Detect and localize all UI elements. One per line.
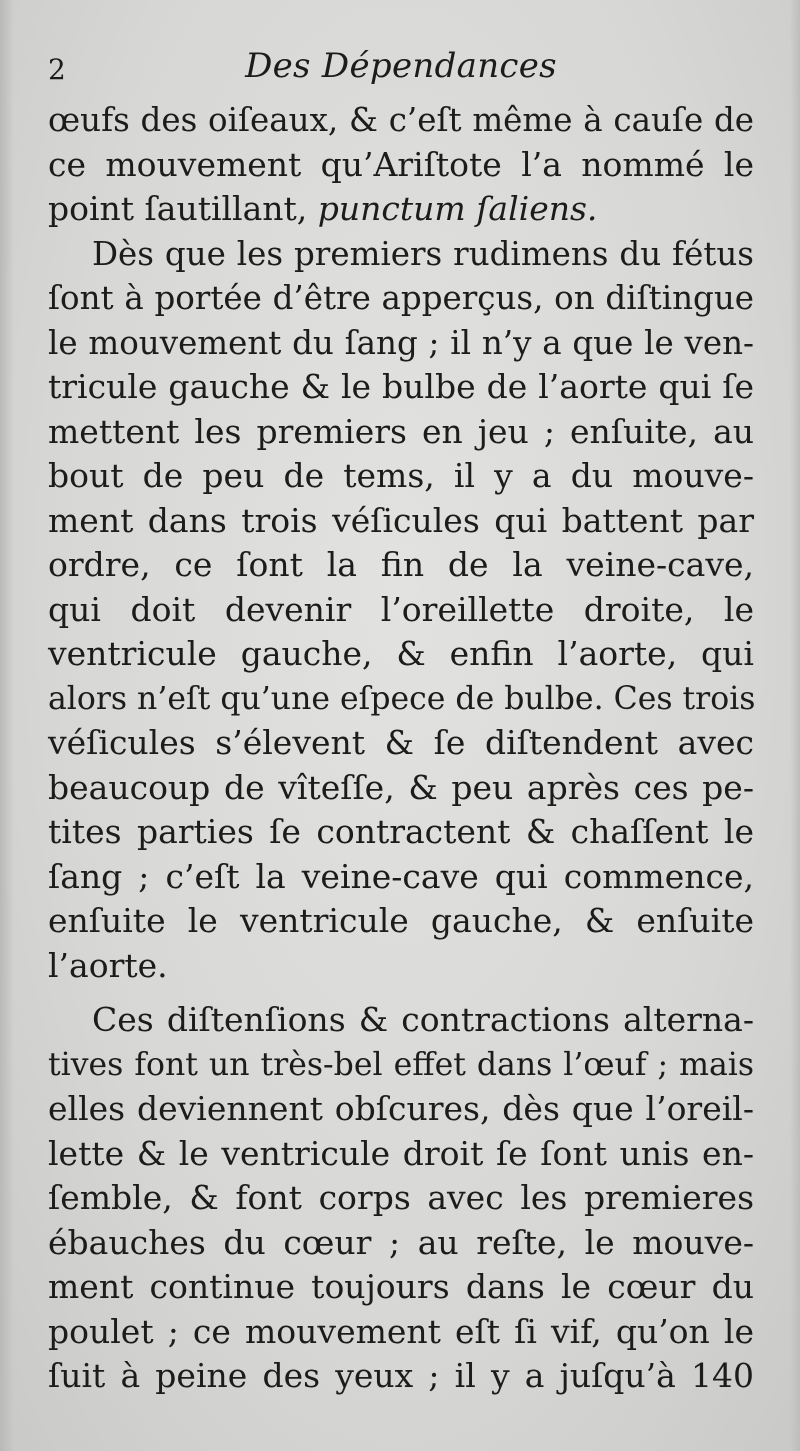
- text-line: qui doit devenir l’oreillette droite, le: [48, 589, 754, 629]
- text-line: ſang ; c’eſt la veine-cave qui commence,: [48, 856, 754, 896]
- text-line: l’aorte.: [48, 945, 168, 985]
- page-header: [48, 40, 754, 98]
- paragraph-1: [48, 98, 754, 232]
- text-line-start: point ſautillant,: [48, 189, 318, 228]
- body-text: [48, 98, 754, 1399]
- text-line: tites parties ſe contractent & chaſſent le: [48, 812, 754, 851]
- text-line: ment dans trois véſicules qui battent par: [48, 500, 754, 540]
- text-line: beaucoup de vîteſſe, & peu après ces pe-: [48, 767, 754, 807]
- paragraph-2: [48, 232, 754, 989]
- text-line: ment continue toujours dans le cœur du: [48, 1267, 754, 1306]
- text-line: ventricule gauche, & enfin l’aorte, qui: [48, 634, 754, 673]
- text-line: tives font un très-bel effet dans l’œuf ; mais: [48, 1046, 754, 1083]
- latin-term: punctum ſaliens.: [317, 189, 598, 228]
- text-line: œufs des oiſeaux, & c’eſt même à cauſe de: [48, 101, 754, 139]
- paragraph-3: [48, 998, 754, 1399]
- text-line: lette & le ventricule droit ſe ſont unis en-: [48, 1133, 754, 1173]
- text-line: mettent les premiers en jeu ; enſuite, au: [48, 411, 754, 451]
- text-line: poulet ; ce mouvement eſt ſi vif, qu’on le: [48, 1311, 754, 1351]
- page-number: 2: [48, 53, 66, 86]
- text-line: elles deviennent obſcures, dès que l’oreil-: [48, 1089, 754, 1128]
- text-line: ſuit à peine des yeux ; il y a juſqu’à 140: [48, 1356, 754, 1395]
- paragraph-gap: [48, 988, 754, 998]
- text-line: ce mouvement qu’Ariſtote l’a nommé le: [48, 144, 754, 184]
- text-line: enſuite le ventricule gauche, & enſuite: [48, 901, 754, 940]
- text-line: Dès que les premiers rudimens du fétus: [92, 234, 754, 273]
- text-line: ſemble, & font corps avec les premieres: [48, 1178, 754, 1217]
- text-line: ébauches du cœur ; au reſte, le mouve-: [48, 1222, 754, 1262]
- text-line: Ces diſtenſions & contractions alterna-: [92, 1000, 754, 1039]
- text-line: bout de peu de tems, il y a du mouve-: [48, 456, 754, 495]
- page-edge-shadow-right: [790, 0, 800, 1451]
- page-edge-shadow-left: [0, 0, 14, 1451]
- text-line: ſont à portée d’être apperçus, on diſtingue: [48, 279, 754, 317]
- text-line: le mouvement du ſang ; il n’y a que le ven-: [48, 323, 754, 362]
- text-line: tricule gauche & le bulbe de l’aorte qui ſe: [48, 367, 754, 406]
- text-line: alors n’eſt qu’une eſpece de bulbe. Ces trois: [48, 680, 756, 717]
- text-line: [48, 187, 754, 232]
- text-line: ordre, ce ſont la fin de la veine-cave,: [48, 545, 754, 584]
- running-title: Des Dépendances: [245, 46, 557, 86]
- text-line: véſicules s’élevent & ſe diſtendent avec: [48, 723, 754, 762]
